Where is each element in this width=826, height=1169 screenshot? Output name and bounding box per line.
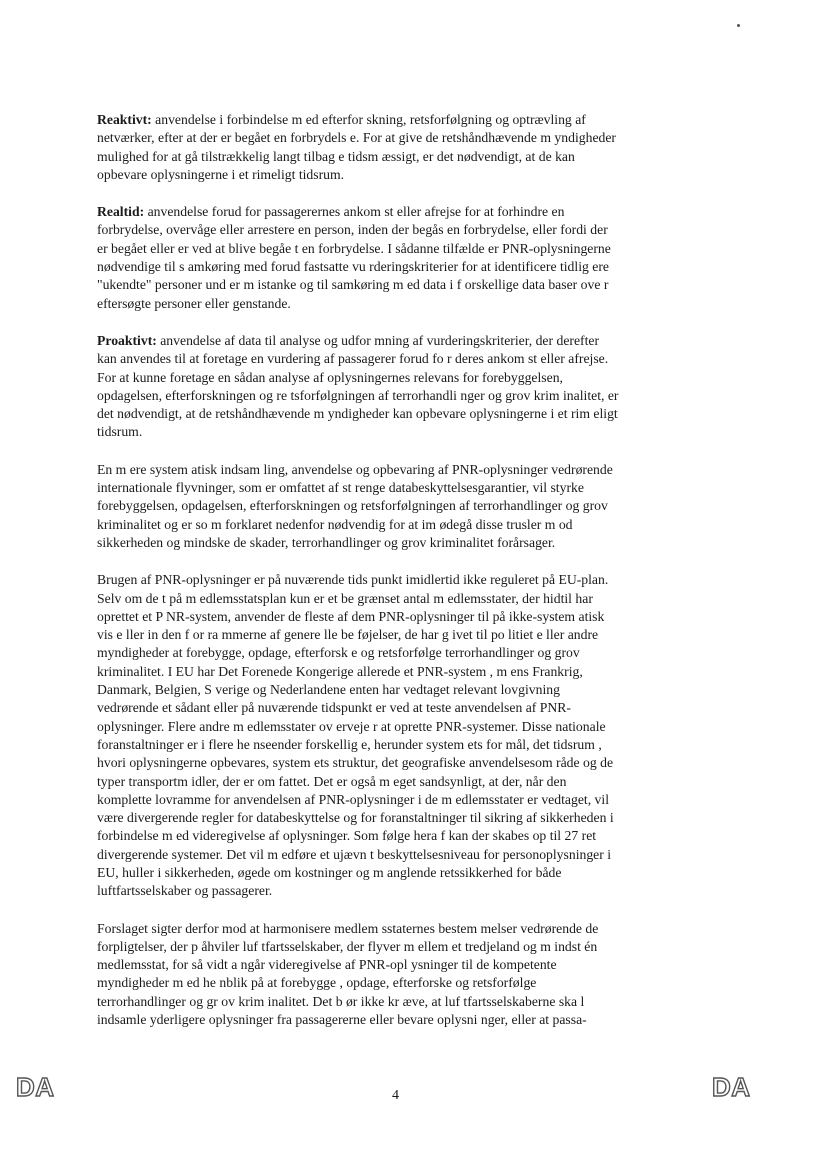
scan-speck [737,24,740,27]
text-line [97,1011,703,1029]
text-line [97,571,703,589]
line-text: vis e ller in den f or ra mmerne af genere lle be føjelser, de har g ivet til po litiet e ller andre [97,627,599,643]
line-text: forbrydelse, overvåge eller arrestere en person, inden der begås en forbrydelse, eller fordi der [97,222,608,238]
line-text: Forslaget sigter derfor mod at harmonisere medlem sstaternes bestem melser vedrørende de [97,920,599,936]
line-text: anvendelse forud for passagerernes ankom st eller afrejse for at forhindre en [144,204,565,220]
text-line [97,882,703,900]
text-line [97,534,703,552]
text-line [97,644,703,662]
text-line [97,699,703,717]
paragraph-lead: Proaktivt: [97,332,157,348]
line-text: hvori oplysningerne opbevares, system ets struktur, det geografiske anvendelsesom råde og de [97,755,614,771]
text-line [97,736,703,754]
language-code-right: DA [712,1072,751,1102]
text-line [97,920,703,938]
line-text: anvendelse af data til analyse og udfor mning af vurderingskriterier, der derefter [156,332,600,348]
line-text: terrorhandlinger og gr ov krim inalitet. Det b ør ikke kr æve, at luf tfartsselskaberne ska l [97,993,585,1009]
line-text: For at kunne foretage en sådan analyse af oplysningernes relevans for forebyggelsen, [97,369,563,385]
text-line [97,626,703,644]
text-line [97,846,703,864]
text-line [97,791,703,809]
line-text: Danmark, Belgien, S verige og Nederlandene enten har vedtaget relevant lovgivning [97,682,560,698]
paragraph [97,203,703,313]
line-text: oprettet et P NR-system, anvender de fleste af dem PNR-oplysninger til på ikke-system atisk [97,608,605,624]
text-line [97,221,703,239]
line-text: det nødvendigt, at de retshåndhævende m yndigheder kan opbevare oplysningerne i et rim eligt [97,406,618,422]
line-text: luftfartsselskaber og passagerer. [97,883,273,899]
text-line [97,827,703,845]
line-text: oplysninger. Flere andre m edlemsstater ov erveje r at oprette PNR-systemer. Disse nationale [97,718,606,734]
line-text: indsamle yderligere oplysninger fra passagererne eller bevare oplysni nger, eller at passa- [97,1012,587,1028]
line-text: Selv om de t på m edlemsstatsplan kun er et be grænset antal m edlemsstater, der hidtil har [97,590,593,606]
line-text: forbindelse m ed videregivelse af oplysninger. Som følge hera f kan der skabes op til 27 ret [97,828,597,844]
line-text: opbevare oplysningerne i et rimeligt tidsrum. [97,166,345,182]
line-text: EU, huller i sikkerheden, øgede om kostninger og m anglende retssikkerhed for både [97,864,562,880]
line-text: "ukendte" personer und er m istanke og til samkøring m ed data i f orskellige data baser ove r [97,277,609,293]
text-line [97,718,703,736]
line-text: tidsrum. [97,424,143,440]
line-text: komplette lovramme for anvendelsen af PNR-oplysninger i de m edlemsstater er vedtaget, vil [97,791,609,807]
text-line [97,332,703,350]
language-code-left: DA [16,1072,55,1102]
line-text: myndigheder at forebygge, opdage, efterforsk e og retsforfølge terrorhandlinger og grov [97,645,580,661]
text-line [97,405,703,423]
line-text: Brugen af PNR-oplysninger er på nuværende tids punkt imidlertid ikke reguleret på EU-plan. [97,572,609,588]
line-text: netværker, efter at der er begået en forbrydels e. For at give de retshåndhævende m yndigheder [97,130,616,146]
text-line [97,993,703,1011]
paragraph [97,571,703,900]
text-line [97,350,703,368]
text-line [97,663,703,681]
line-text: kriminalitet. I EU har Det Forenede Kongerige allerede et PNR-system , m ens Frankrig, [97,663,583,679]
text-line [97,203,703,221]
paragraph [97,332,703,442]
text-line [97,754,703,772]
text-line [97,974,703,992]
line-text: være divergerende regler for databeskyttelse og for foranstaltninger til sikring af sikkerheden i [97,810,614,826]
text-line [97,461,703,479]
line-text: kan anvendes til at foretage en vurdering af passagerer forud fo r deres ankom st eller afrejse. [97,351,609,367]
text-line [97,479,703,497]
line-text: opdagelsen, efterforskningen og re tsforfølgningen af terrorhandli nger og grov krim inalitet, er [97,387,619,403]
text-line [97,681,703,699]
line-text: vedrørende et sådant eller på nuværende tidspunkt er ved at teste anvendelsen af PNR- [97,700,571,716]
text-line [97,166,703,184]
text-line [97,938,703,956]
text-line [97,773,703,791]
page-number: 4 [392,1088,399,1103]
line-text: forebyggelsen, opdagelsen, efterforskningen og retsforfølgningen af terrorhandlinger og grov [97,498,608,514]
line-text: En m ere system atisk indsam ling, anvendelse og opbevaring af PNR-oplysninger vedrørende [97,461,613,477]
line-text: mulighed for at gå tilstrækkelig langt tilbag e tidsm æssigt, er det nødvendigt, at de kan [97,148,575,164]
line-text: er begået eller er ved at blive begåe t en forbrydelse. I sådanne tilfælde er PNR-oplysningerne [97,240,611,256]
line-text: kriminalitet og er so m forklaret nedenfor nødvendig for at im ødegå disse trusler m od [97,516,573,532]
text-line [97,590,703,608]
text-line [97,295,703,313]
line-text: internationale flyvninger, som er omfattet af st renge databeskyttelsesgarantier, vil styrke [97,480,584,496]
text-line [97,423,703,441]
text-line [97,148,703,166]
document-body [97,111,703,1048]
text-line [97,516,703,534]
line-text: divergerende systemer. Det vil m edføre et ujævn t beskyttelsesniveau for personoplysninger i [97,846,612,862]
line-text: sikkerheden og mindske de skader, terrorhandlinger og grov kriminalitet forårsager. [97,534,556,550]
paragraph [97,461,703,552]
text-line [97,240,703,258]
line-text: anvendelse i forbindelse m ed efterfor skning, retsforfølgning og optrævling af [151,112,586,127]
line-text: forpligtelser, der p åhviler luf tfartsselskaber, der flyver m ellem et tredjeland og m indst én [97,938,598,954]
text-line [97,864,703,882]
line-text: medlemsstat, for så vidt a ngår videregivelse af PNR-opl ysninger til de kompetente [97,957,557,973]
text-line [97,608,703,626]
paragraph [97,111,703,184]
line-text: typer transportm idler, der er om fattet. Det er også m eget sandsynligt, at der, når den [97,773,567,789]
text-line [97,387,703,405]
paragraph [97,920,703,1030]
line-text: eftersøgte personer eller genstande. [97,295,291,311]
line-text: myndigheder m ed he nblik på at forebygge , opdage, efterforske og retsforfølge [97,975,537,991]
text-line [97,956,703,974]
text-line [97,369,703,387]
text-line [97,111,703,129]
text-line [97,497,703,515]
line-text: foranstaltninger er i flere he nseender forskellig e, herunder system ets for mål, det tidsrum , [97,736,602,752]
text-line [97,809,703,827]
paragraph-lead: Reaktivt: [97,112,152,127]
text-line [97,276,703,294]
paragraph-lead: Realtid: [97,204,145,220]
text-line [97,258,703,276]
line-text: nødvendige til s amkøring med forud fastsatte vu rderingskriterier for at identificere tidlig ere [97,259,609,275]
text-line [97,129,703,147]
